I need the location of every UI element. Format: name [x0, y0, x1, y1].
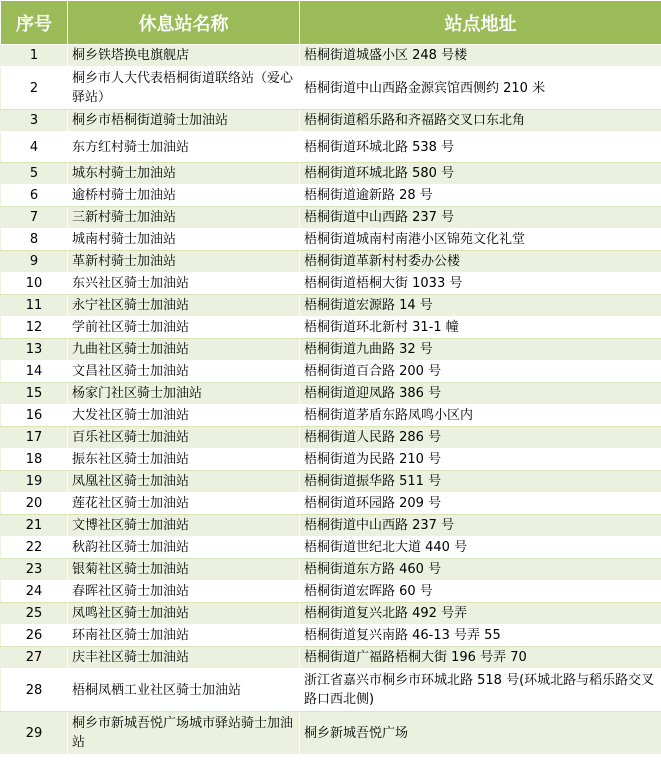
- table-row: [1, 273, 661, 295]
- row-number: 4: [1, 132, 68, 163]
- row-station-address: 梧桐街道九曲路 32 号: [300, 339, 661, 361]
- table-row: [1, 515, 661, 537]
- row-station-name: 文昌社区骑士加油站: [68, 361, 300, 383]
- row-station-name: 文博社区骑士加油站: [68, 515, 300, 537]
- row-station-address: 梧桐街道复兴北路 492 号弄: [300, 603, 661, 625]
- row-station-address: 梧桐街道人民路 286 号: [300, 427, 661, 449]
- header-station-name: 休息站名称: [68, 1, 300, 45]
- row-station-address: 梧桐街道稻乐路和齐福路交叉口东北角: [300, 110, 661, 132]
- row-number: 18: [1, 449, 68, 471]
- table-row: [1, 207, 661, 229]
- row-number: 9: [1, 251, 68, 273]
- row-station-name: 环南社区骑士加油站: [68, 625, 300, 647]
- row-station-name: 桐乡铁塔换电旗舰店: [68, 45, 300, 67]
- row-number: 24: [1, 581, 68, 603]
- row-number: 2: [1, 67, 68, 110]
- row-number: 22: [1, 537, 68, 559]
- row-number: 25: [1, 603, 68, 625]
- row-number: 26: [1, 625, 68, 647]
- row-station-name: 大发社区骑士加油站: [68, 405, 300, 427]
- row-number: 21: [1, 515, 68, 537]
- row-station-name: 三新村骑士加油站: [68, 207, 300, 229]
- row-station-address: 梧桐街道世纪北大道 440 号: [300, 537, 661, 559]
- row-station-name: 桐乡市新城吾悦广场城市驿站骑士加油站: [68, 712, 300, 755]
- row-station-name: 振东社区骑士加油站: [68, 449, 300, 471]
- row-station-address: 梧桐街道城南村南港小区锦苑文化礼堂: [300, 229, 661, 251]
- row-station-name: 杨家门社区骑士加油站: [68, 383, 300, 405]
- row-number: 6: [1, 185, 68, 207]
- row-station-name: 春晖社区骑士加油站: [68, 581, 300, 603]
- table-row: [1, 405, 661, 427]
- row-station-address: 梧桐街道逾新路 28 号: [300, 185, 661, 207]
- table-row: [1, 163, 661, 185]
- table-row: [1, 559, 661, 581]
- table-row: [1, 383, 661, 405]
- row-station-address: 梧桐街道革新村村委办公楼: [300, 251, 661, 273]
- table-row: [1, 603, 661, 625]
- row-station-name: 百乐社区骑士加油站: [68, 427, 300, 449]
- table-row: [1, 471, 661, 493]
- row-station-name: 凤凰社区骑士加油站: [68, 471, 300, 493]
- row-station-name: 东兴社区骑士加油站: [68, 273, 300, 295]
- table-row: [1, 712, 661, 755]
- row-station-name: 学前社区骑士加油站: [68, 317, 300, 339]
- row-number: 28: [1, 669, 68, 712]
- row-station-address: 梧桐街道环城北路 538 号: [300, 132, 661, 163]
- row-station-name: 莲花社区骑士加油站: [68, 493, 300, 515]
- row-station-name: 庆丰社区骑士加油站: [68, 647, 300, 669]
- row-station-name: 梧桐凤栖工业社区骑士加油站: [68, 669, 300, 712]
- row-station-address: 梧桐街道环北新村 31-1 幢: [300, 317, 661, 339]
- row-number: 20: [1, 493, 68, 515]
- row-number: 27: [1, 647, 68, 669]
- row-number: 5: [1, 163, 68, 185]
- row-station-address: 梧桐街道宏源路 14 号: [300, 295, 661, 317]
- row-number: 13: [1, 339, 68, 361]
- row-station-address: 梧桐街道为民路 210 号: [300, 449, 661, 471]
- row-number: 3: [1, 110, 68, 132]
- row-station-address: 梧桐街道茅盾东路凤鸣小区内: [300, 405, 661, 427]
- row-station-name: 革新村骑士加油站: [68, 251, 300, 273]
- row-number: 14: [1, 361, 68, 383]
- table-row: [1, 449, 661, 471]
- table-row: [1, 295, 661, 317]
- table-row: [1, 625, 661, 647]
- table-row: [1, 361, 661, 383]
- row-station-address: 梧桐街道东方路 460 号: [300, 559, 661, 581]
- row-number: 12: [1, 317, 68, 339]
- row-number: 16: [1, 405, 68, 427]
- table-row: [1, 317, 661, 339]
- table-row: [1, 185, 661, 207]
- table-row: [1, 581, 661, 603]
- row-number: 29: [1, 712, 68, 755]
- row-station-address: 浙江省嘉兴市桐乡市环城北路 518 号(环城北路与稻乐路交叉路口西北侧): [300, 669, 661, 712]
- row-station-name: 秋韵社区骑士加油站: [68, 537, 300, 559]
- table-row: [1, 669, 661, 712]
- row-station-address: 梧桐街道梧桐大街 1033 号: [300, 273, 661, 295]
- row-station-name: 桐乡市人大代表梧桐街道联络站（爱心驿站）: [68, 67, 300, 110]
- row-station-name: 银菊社区骑士加油站: [68, 559, 300, 581]
- row-station-address: 梧桐街道中山西路 237 号: [300, 515, 661, 537]
- row-station-name: 城南村骑士加油站: [68, 229, 300, 251]
- row-number: 15: [1, 383, 68, 405]
- row-station-address: 梧桐街道中山西路金源宾馆西侧约 210 米: [300, 67, 661, 110]
- table-row: [1, 251, 661, 273]
- row-station-name: 凤鸣社区骑士加油站: [68, 603, 300, 625]
- table-row: [1, 537, 661, 559]
- row-station-address: 梧桐街道复兴南路 46-13 号弄 55: [300, 625, 661, 647]
- row-station-name: 城东村骑士加油站: [68, 163, 300, 185]
- row-station-address: 梧桐街道环城北路 580 号: [300, 163, 661, 185]
- row-number: 8: [1, 229, 68, 251]
- row-station-name: 九曲社区骑士加油站: [68, 339, 300, 361]
- table-row: [1, 427, 661, 449]
- row-number: 19: [1, 471, 68, 493]
- row-number: 23: [1, 559, 68, 581]
- row-station-name: 永宁社区骑士加油站: [68, 295, 300, 317]
- row-station-address: 梧桐街道城盛小区 248 号楼: [300, 45, 661, 67]
- row-number: 10: [1, 273, 68, 295]
- table-row: [1, 339, 661, 361]
- table-header-row: [1, 1, 661, 45]
- table-row: [1, 229, 661, 251]
- table-row: [1, 67, 661, 110]
- row-number: 1: [1, 45, 68, 67]
- row-station-name: 逾桥村骑士加油站: [68, 185, 300, 207]
- table-row: [1, 493, 661, 515]
- row-station-address: 梧桐街道百合路 200 号: [300, 361, 661, 383]
- table-row: [1, 647, 661, 669]
- row-station-address: 梧桐街道宏晖路 60 号: [300, 581, 661, 603]
- row-number: 11: [1, 295, 68, 317]
- row-number: 7: [1, 207, 68, 229]
- row-station-address: 梧桐街道中山西路 237 号: [300, 207, 661, 229]
- header-number: 序号: [1, 1, 68, 45]
- row-station-address: 梧桐街道振华路 511 号: [300, 471, 661, 493]
- table-row: [1, 45, 661, 67]
- header-station-address: 站点地址: [300, 1, 661, 45]
- row-station-address: 梧桐街道广福路梧桐大街 196 号弄 70: [300, 647, 661, 669]
- table-row: [1, 132, 661, 163]
- table-row: [1, 110, 661, 132]
- row-station-address: 桐乡新城吾悦广场: [300, 712, 661, 755]
- row-station-name: 桐乡市梧桐街道骑士加油站: [68, 110, 300, 132]
- row-station-address: 梧桐街道迎凤路 386 号: [300, 383, 661, 405]
- row-station-address: 梧桐街道环园路 209 号: [300, 493, 661, 515]
- row-number: 17: [1, 427, 68, 449]
- row-station-name: 东方红村骑士加油站: [68, 132, 300, 163]
